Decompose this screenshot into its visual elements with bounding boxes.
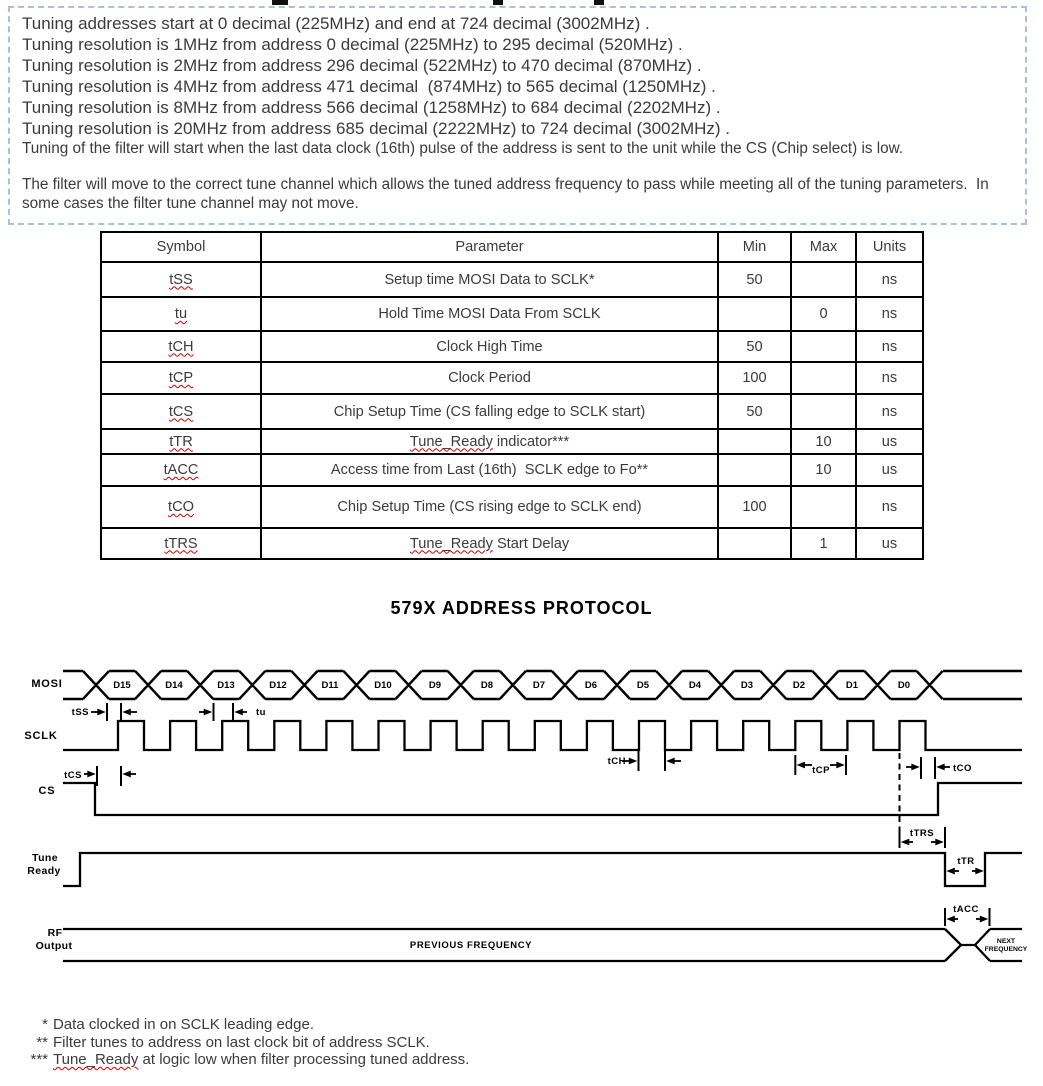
- cell-parameter: Access time from Last (16th) SCLK edge to Fo**: [261, 454, 718, 486]
- next-frequency-label: FREQUENCY: [984, 946, 1028, 953]
- bit-label: D3: [740, 680, 754, 691]
- clipped-heading-fragment: [493, 0, 503, 5]
- bit-label: D8: [480, 680, 494, 691]
- cell-max: 10: [791, 454, 856, 486]
- header-parameter: Parameter: [261, 232, 718, 262]
- bit-label: D7: [532, 680, 546, 691]
- timing-diagram: [0, 655, 1043, 970]
- info-line: Tuning resolution is 8MHz from address 566 decimal (1258MHz) to 684 decimal (2202MHz) .: [22, 98, 721, 117]
- misspelled-term: tACC: [163, 462, 199, 478]
- cell-max: [791, 362, 856, 394]
- cell-min: 50: [718, 262, 791, 297]
- misspelled-term: Tune_Ready: [53, 1051, 139, 1069]
- misspelled-term: tTRS: [164, 535, 198, 552]
- cell-max: [791, 331, 856, 362]
- previous-frequency-label: PREVIOUS FREQUENCY: [409, 940, 533, 951]
- cell-min: 50: [718, 331, 791, 362]
- cell-max: 1: [791, 528, 856, 559]
- cell-symbol: [101, 362, 261, 394]
- table-row: [101, 486, 923, 528]
- misspelled-term: tTR: [169, 433, 193, 450]
- footnote-marker: **: [36, 1033, 48, 1051]
- cell-min: 100: [718, 486, 791, 528]
- cell-units: ns: [856, 297, 923, 331]
- signal-label-tune-ready: Tune: [32, 852, 58, 864]
- signal-label-rf-output: Output: [35, 940, 73, 952]
- table-header-row: [101, 232, 923, 262]
- signal-label-tune-ready: Ready: [27, 865, 61, 877]
- bit-label: D10: [374, 680, 392, 691]
- cell-max: [791, 394, 856, 429]
- diagram-title: 579X ADDRESS PROTOCOL: [390, 598, 653, 618]
- annotation-tcp: tCP: [812, 765, 830, 776]
- cell-min: [718, 454, 791, 486]
- bit-label: D4: [688, 680, 702, 691]
- cell-symbol: [101, 262, 261, 297]
- annotation-tss: tSS: [71, 707, 89, 718]
- cell-parameter: Tune_Ready Start Delay: [261, 528, 718, 559]
- cell-min: [718, 429, 791, 454]
- table-row: [101, 429, 923, 454]
- table-row: [101, 394, 923, 429]
- info-line: Tuning resolution is 1MHz from address 0 decimal (225MHz) to 295 decimal (520MHz) .: [22, 35, 683, 54]
- bit-label: D9: [428, 680, 442, 691]
- misspelled-term: tCH: [168, 338, 194, 355]
- annotation-ttr: tTR: [957, 856, 975, 867]
- clipped-heading-fragment: [594, 0, 604, 5]
- cell-units: us: [856, 454, 923, 486]
- bit-label: D2: [792, 680, 806, 691]
- misspelled-term: tCO: [168, 499, 194, 515]
- bit-label: D1: [845, 680, 859, 691]
- bit-label: D14: [165, 680, 183, 691]
- cell-symbol: [101, 486, 261, 528]
- cell-units: ns: [856, 362, 923, 394]
- info-line: Tuning resolution is 2MHz from address 296 decimal (522MHz) to 470 decimal (870MHz) .: [22, 56, 702, 75]
- misspelled-term: tCS: [168, 403, 194, 420]
- cell-parameter: Setup time MOSI Data to SCLK*: [261, 262, 718, 297]
- bit-label: D15: [113, 680, 131, 691]
- info-line: Tuning addresses start at 0 decimal (225MHz) and end at 724 decimal (3002MHz) .: [22, 14, 650, 33]
- info-line: Tuning resolution is 4MHz from address 471 decimal (874MHz) to 565 decimal (1250MHz) .: [22, 77, 716, 96]
- cell-units: ns: [856, 331, 923, 362]
- cell-symbol: [101, 331, 261, 362]
- cell-parameter: Chip Setup Time (CS falling edge to SCLK start): [261, 394, 718, 429]
- cell-parameter: Tune_Ready indicator***: [261, 429, 718, 454]
- cell-units: us: [856, 429, 923, 454]
- info-note: Tuning of the filter will start when the last data clock (16th) pulse of the address is sent to the unit while the CS (Chip select) is low.: [22, 140, 904, 157]
- cell-units: ns: [856, 394, 923, 429]
- cell-parameter: Chip Setup Time (CS rising edge to SCLK end): [261, 486, 718, 528]
- bit-label: D5: [636, 680, 650, 691]
- bit-label: D6: [584, 680, 598, 691]
- table-row: [101, 331, 923, 362]
- header-min: Min: [718, 232, 791, 262]
- waveform-strokes: [63, 671, 1022, 961]
- signal-label-mosi: MOSI: [31, 678, 63, 690]
- cell-min: 50: [718, 394, 791, 429]
- next-frequency-label: NEXT: [996, 938, 1016, 945]
- signal-label-sclk: SCLK: [24, 730, 58, 742]
- header-symbol: Symbol: [101, 232, 261, 262]
- tuning-info-box: [8, 6, 1027, 225]
- footnotes: [0, 1016, 469, 1069]
- header-max: Max: [791, 232, 856, 262]
- cell-symbol: [101, 454, 261, 486]
- bit-label: D0: [897, 680, 911, 691]
- annotation-tch: tCH: [607, 756, 626, 767]
- misspelled-term: Tune_Ready: [409, 535, 493, 552]
- cell-min: [718, 528, 791, 559]
- misspelled-term: tCP: [168, 370, 194, 386]
- cell-max: 0: [791, 297, 856, 331]
- table-row: [101, 262, 923, 297]
- annotation-ttrs: tTRS: [909, 828, 935, 839]
- table-row: [101, 297, 923, 331]
- signal-label-cs: CS: [38, 785, 56, 797]
- cell-max: 10: [791, 429, 856, 454]
- annotation-tu: tu: [256, 707, 266, 718]
- info-paragraph: The filter will move to the correct tune channel which allows the tuned address frequency to pass while meeting all of the tuning parameters. In some cases the filter tune channel may not move.: [22, 176, 994, 212]
- cell-units: ns: [856, 262, 923, 297]
- cell-parameter: Clock Period: [261, 362, 718, 394]
- annotation-tcs: tCS: [64, 770, 82, 781]
- footnote-marker: *: [42, 1016, 48, 1033]
- cell-min: [718, 297, 791, 331]
- header-units: Units: [856, 232, 923, 262]
- cell-units: ns: [856, 486, 923, 528]
- cell-parameter: Clock High Time: [261, 331, 718, 362]
- footnote: ** Filter tunes to address on last clock bit of address SCLK.: [0, 1034, 469, 1052]
- misspelled-term: tSS: [169, 271, 193, 288]
- cell-parameter: Hold Time MOSI Data From SCLK: [261, 297, 718, 331]
- table-row: [101, 528, 923, 559]
- footnote: * Data clocked in on SCLK leading edge.: [0, 1016, 469, 1034]
- cell-symbol: [101, 394, 261, 429]
- timing-parameters-table: [100, 231, 924, 560]
- bit-label: D12: [269, 680, 287, 691]
- cell-symbol: [101, 297, 261, 331]
- clipped-heading-fragment: [272, 0, 288, 5]
- bit-label: D11: [321, 680, 339, 691]
- table-row: [101, 362, 923, 394]
- cell-symbol: [101, 528, 261, 559]
- misspelled-term: tu: [174, 306, 188, 322]
- cell-max: [791, 486, 856, 528]
- cell-symbol: [101, 429, 261, 454]
- annotation-tacc: tACC: [953, 904, 979, 915]
- table-row: [101, 454, 923, 486]
- signal-label-rf-output: RF: [47, 927, 63, 939]
- info-line: Tuning resolution is 20MHz from address 685 decimal (2222MHz) to 724 decimal (3002MHz) .: [22, 119, 731, 138]
- footnote: *** Tune_Ready at logic low when filter processing tuned address.: [0, 1051, 469, 1069]
- misspelled-term: Tune_Ready: [409, 433, 493, 450]
- annotation-tco: tCO: [953, 763, 972, 774]
- cell-units: us: [856, 528, 923, 559]
- footnote-marker: ***: [30, 1051, 48, 1069]
- cell-min: 100: [718, 362, 791, 394]
- blank-line: [22, 158, 1015, 175]
- bit-label: D13: [217, 680, 235, 691]
- cell-max: [791, 262, 856, 297]
